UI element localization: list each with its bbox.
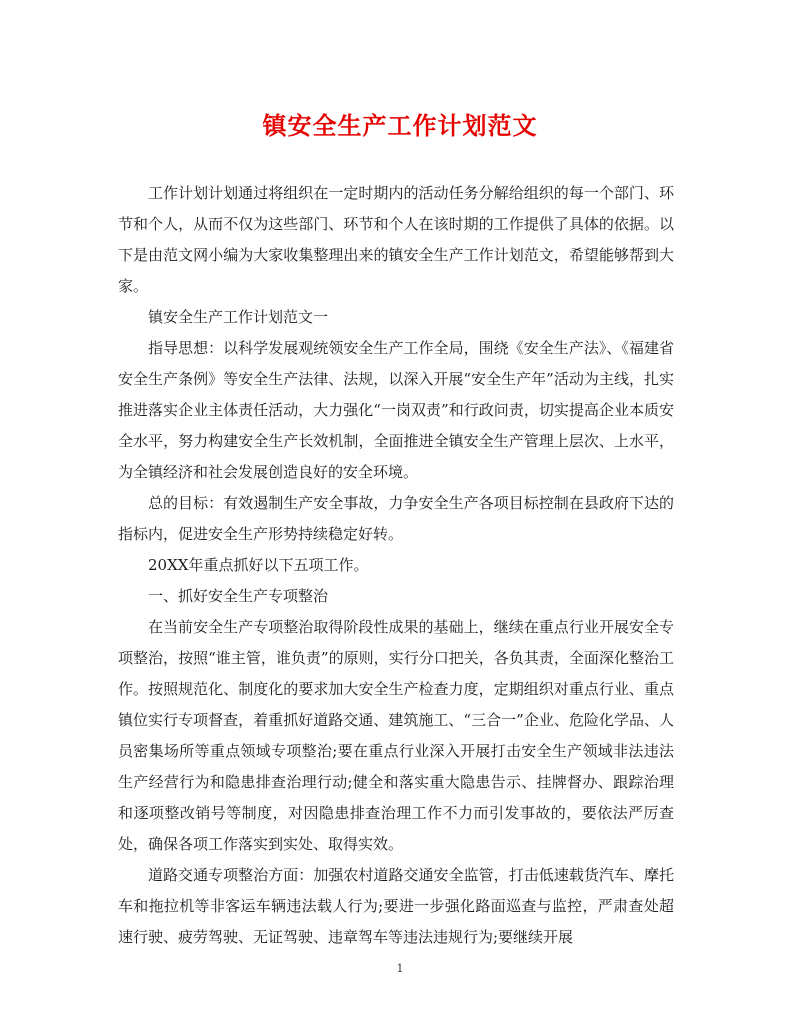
document-body (118, 178, 674, 953)
paragraph-key-tasks: 20XX年重点抓好以下五项工作。 (148, 556, 369, 574)
page-title: 镇安全生产工作计划范文 (262, 111, 538, 140)
paragraph-item-one-heading: 一、抓好安全生产专项整治 (148, 587, 329, 605)
page-number: 1 (396, 962, 404, 975)
paragraph-intro: 工作计划计划通过将组织在一定时期内的活动任务分解给组织的每一个部门、环节和个人，从而不仅为这些部门、环节和个人在该时期的工作提供了具体的依据。以下是由范文网小编为大家收集整理出来的镇安全生产工作计划范文，希望能够帮到大家。 (118, 184, 674, 295)
paragraph-guiding-thought: 指导思想：以科学发展观统领安全生产工作全局，围绕《安全生产法》、《福建省安全生产条例》等安全生产法律、法规，以深入开展“安全生产年”活动为主线，扎实推进落实企业主体责任活动，大力强化“一岗双责”和行政问责，切实提高企业本质安全水平，努力构建安全生产长效机制，全面推进全镇安全生产管理上层次、上水平，为全镇经济和社会发展创造良好的安全环境。 (118, 339, 674, 481)
paragraph-special-rectification: 在当前安全生产专项整治取得阶段性成果的基础上，继续在重点行业开展安全专项整治，按照“谁主管，谁负责”的原则，实行分口把关，各负其责，全面深化整治工作。按照规范化、制度化的要求加大安全生产检查力度，定期组织对重点行业、重点镇位实行专项督查，着重抓好道路交通、建筑施工、“三合一”企业、危险化学品、人员密集场所等重点领域专项整治;要在重点行业深入开展打击安全生产领域非法违法生产经营行为和隐患排查治理行动;健全和落实重大隐患告示、挂牌督办、跟踪治理和逐项整改销号等制度，对因隐患排查治理工作不力而引发事故的，要依法严厉查处，确保各项工作落实到实处、取得实效。 (118, 618, 674, 853)
paragraph-road-traffic: 道路交通专项整治方面：加强农村道路交通安全监管，打击低速载货汽车、摩托车和拖拉机等非客运车辆违法载人行为;要进一步强化路面巡查与监控，严肃查处超速行驶、疲劳驾驶、无证驾驶、违章驾车等违法违规行为;要继续开展 (118, 866, 674, 946)
paragraph-section-heading: 镇安全生产工作计划范文一 (148, 308, 329, 326)
paragraph-overall-goal: 总的目标：有效遏制生产安全事故，力争安全生产各项目标控制在县政府下达的指标内，促进安全生产形势持续稳定好转。 (118, 494, 674, 543)
